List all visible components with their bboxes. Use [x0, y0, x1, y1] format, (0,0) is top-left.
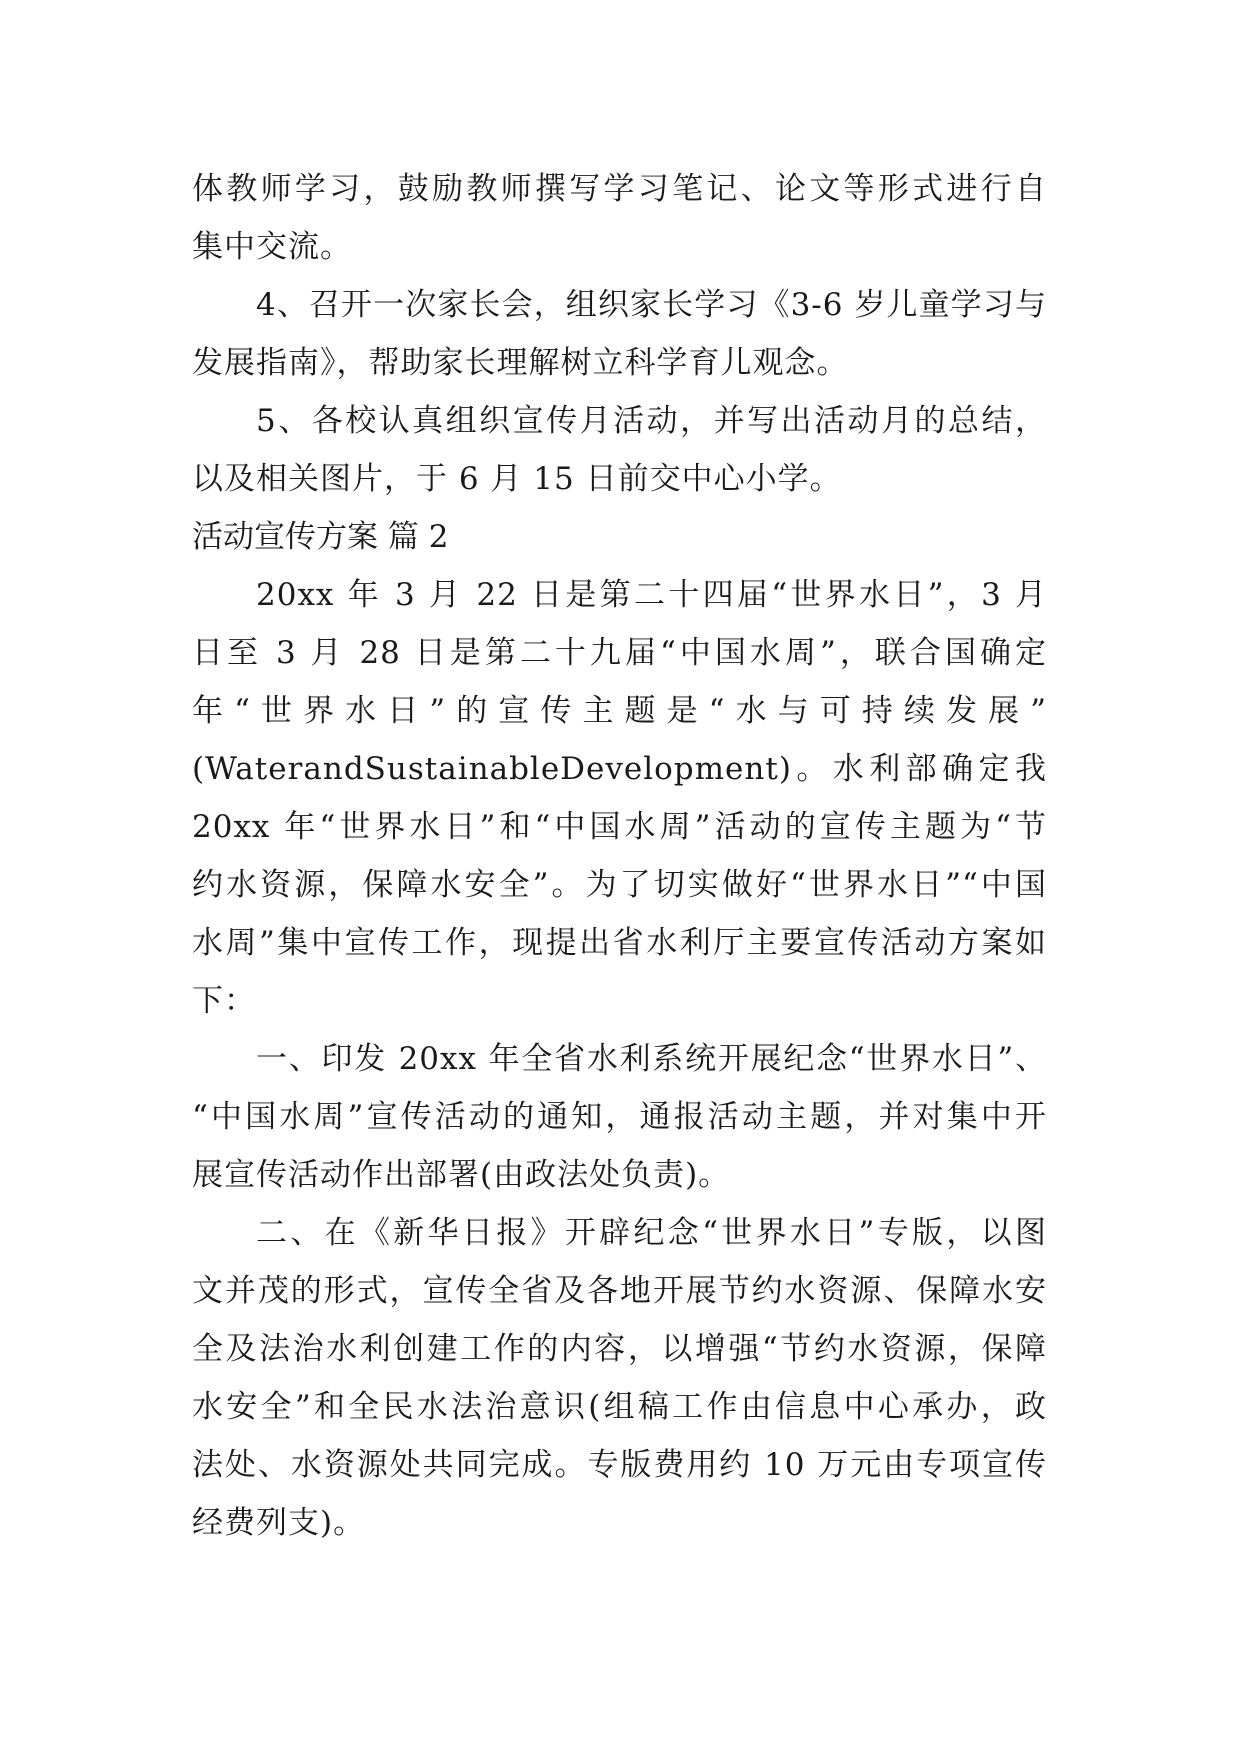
paragraph-line: 下： — [192, 983, 256, 1019]
paragraph-line: 全及法治水利创建工作的内容，以增强“节约水资源，保障 — [192, 1331, 1047, 1367]
paragraph-line: 展宣传活动作出部署(由政法处负责)。 — [192, 1157, 731, 1193]
paragraph-line: 发展指南》，帮助家长理解树立科学育儿观念。 — [192, 345, 849, 381]
paragraph-line: 文并茂的形式，宣传全省及各地开展节约水资源、保障水安 — [192, 1273, 1047, 1309]
paragraph-line: 集中交流。 — [192, 229, 352, 265]
paragraph-line: 一、印发 20xx 年全省水利系统开展纪念“世界水日”、 — [256, 1041, 1047, 1077]
paragraph-line: 水周”集中宣传工作，现提出省水利厅主要宣传活动方案如 — [192, 925, 1047, 961]
paragraph-line: 二、在《新华日报》开辟纪念“世界水日”专版，以图 — [256, 1215, 1047, 1251]
paragraph-line: 体教师学习，鼓励教师撰写学习笔记、论文等形式进行自 — [192, 171, 1047, 207]
paragraph-line: 经费列支)。 — [192, 1505, 366, 1541]
paragraph-line: 4、召开一次家长会，组织家长学习《3-6 岁儿童学习与 — [256, 287, 1047, 323]
paragraph-line: 年“世界水日”的宣传主题是“水与可持续发展” — [192, 693, 1047, 729]
paragraph-line: 约水资源，保障水安全”。为了切实做好“世界水日”“中国 — [192, 867, 1047, 903]
paragraph-line: 5、各校认真组织宣传月活动，并写出活动月的总结， — [256, 403, 1047, 439]
paragraph-line: 以及相关图片，于 6 月 15 日前交中心小学。 — [192, 461, 842, 497]
document-page — [192, 160, 1047, 1552]
paragraph-line: 法处、水资源处共同完成。专版费用约 10 万元由专项宣传 — [192, 1447, 1047, 1483]
paragraph-line: “中国水周”宣传活动的通知，通报活动主题，并对集中开 — [192, 1099, 1047, 1135]
paragraph-line: 水安全”和全民水法治意识(组稿工作由信息中心承办，政 — [192, 1389, 1047, 1425]
paragraph-line: 日至 3 月 28 日是第二十九届“中国水周”，联合国确定 — [192, 635, 1047, 671]
paragraph-line: (WaterandSustainableDevelopment)。水利部确定我 — [192, 751, 1047, 787]
paragraph-line: 20xx 年“世界水日”和“中国水周”活动的宣传主题为“节 — [192, 809, 1047, 845]
paragraph-line: 20xx 年 3 月 22 日是第二十四届“世界水日”，3 月 — [256, 577, 1047, 613]
section-heading: 活动宣传方案 篇 2 — [192, 519, 449, 555]
